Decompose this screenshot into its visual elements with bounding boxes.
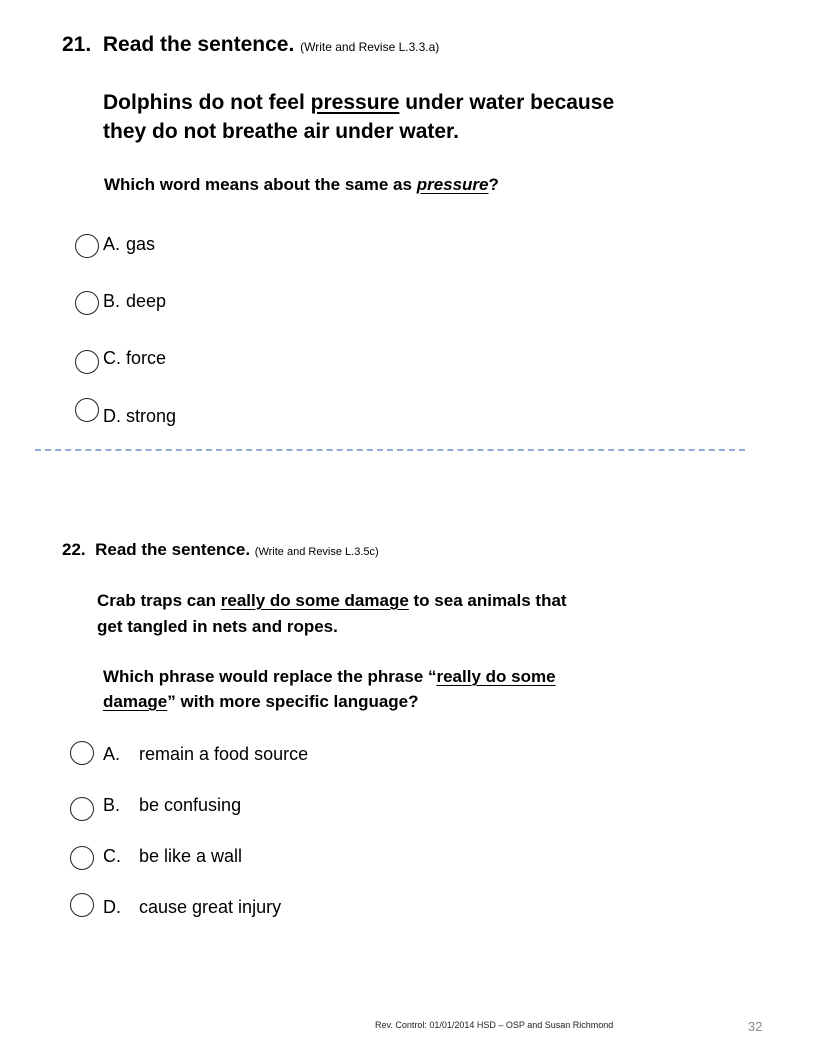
q21-choice-b-letter: B.	[103, 291, 121, 311]
q22-sentence-line1: Crab traps can really do some damage to sea animals that	[97, 591, 567, 610]
q22-choice-b-text: be confusing	[139, 795, 242, 815]
q22-question-phrase-part2: damage	[103, 692, 168, 711]
q22-sentence-line2: get tangled in nets and ropes.	[97, 617, 338, 636]
q22-choice-c-letter: C.	[103, 846, 121, 866]
q21-choice-d-bubble[interactable]	[75, 398, 99, 422]
q22-number: 22.	[62, 540, 86, 559]
q22-question-line2: damage” with more specific language?	[103, 692, 419, 711]
q21-title: Read the sentence.	[102, 33, 295, 56]
q21-choice-d-letter: D.	[103, 406, 121, 426]
q22-choice-c-bubble[interactable]	[70, 846, 94, 870]
q21-sentence-line2: they do not breathe air under water.	[103, 120, 459, 143]
q21-question-word: pressure	[416, 175, 489, 194]
q21-number: 21.	[62, 33, 92, 56]
q21-target-word: pressure	[310, 91, 400, 114]
q21-header	[62, 33, 439, 57]
q21-choice-a-letter: A.	[103, 234, 121, 254]
q22-choice-b-letter: B.	[103, 795, 121, 815]
q21-choice-a-bubble[interactable]	[75, 234, 99, 258]
q21-choice-c-text: force	[126, 348, 167, 368]
q22-choice-d-letter: D.	[103, 897, 121, 917]
q21-choice-b-text: deep	[126, 291, 167, 311]
q21-choice-c-letter: C.	[103, 348, 121, 368]
q22-choice-d-bubble[interactable]	[70, 893, 94, 917]
q22-choice-b-bubble[interactable]	[70, 797, 94, 821]
q22-question-phrase-part1: really do some	[436, 667, 556, 686]
page-number: 32	[748, 1019, 763, 1034]
q21-choice-d-text: strong	[126, 406, 177, 426]
q22-question-line1: Which phrase would replace the phrase “really do some	[103, 667, 556, 686]
q22-title: Read the sentence.	[95, 540, 251, 559]
q21-sentence-line1: Dolphins do not feel pressure under water because	[103, 91, 615, 114]
q21-choice-c-bubble[interactable]	[75, 350, 99, 374]
q22-choice-a-bubble[interactable]	[70, 741, 94, 765]
q22-target-phrase: really do some damage	[220, 591, 409, 610]
footer-rev-control: Rev. Control: 01/01/2014 HSD – OSP and Susan Richmond	[375, 1020, 614, 1030]
q22-choice-d-text: cause great injury	[139, 897, 282, 917]
q21-choice-a-text: gas	[126, 234, 156, 254]
q22-standard-ref: (Write and Revise L.3.5c)	[254, 546, 379, 558]
section-divider	[35, 449, 745, 451]
q22-header	[62, 540, 379, 560]
q22-choice-c-text: be like a wall	[139, 846, 243, 866]
q21-choice-b-bubble[interactable]	[75, 291, 99, 315]
q21-standard-ref: (Write and Revise L.3.3.a)	[300, 40, 440, 54]
q22-choice-a-letter: A.	[103, 744, 121, 764]
q22-choice-a-text: remain a food source	[139, 744, 309, 764]
q21-question: Which word means about the same as pressure?	[104, 175, 499, 194]
